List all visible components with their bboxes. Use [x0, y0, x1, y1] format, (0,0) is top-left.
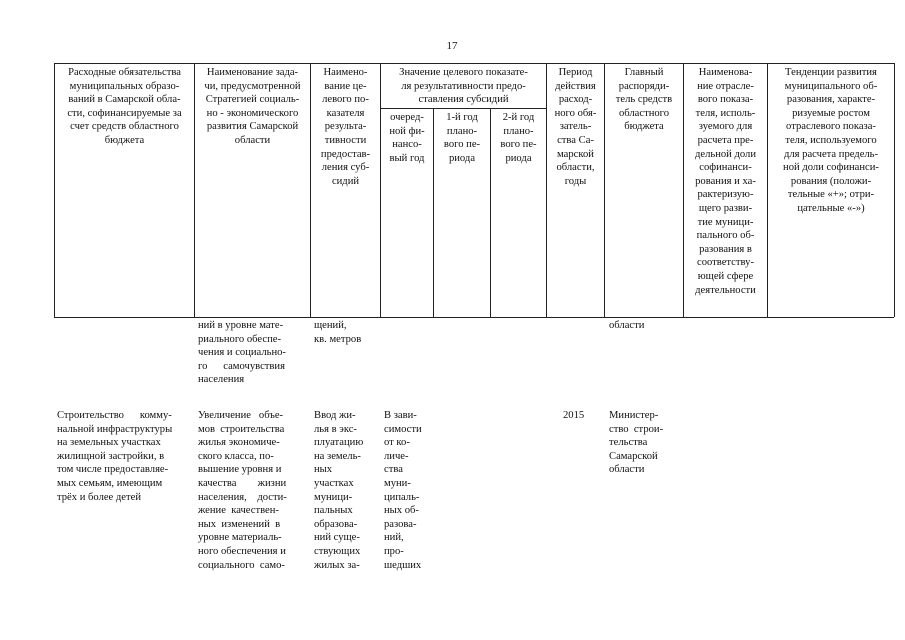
row-target-indicator: Ввод жи- лья в экс- плуатацию на земель- ных участках муници- пальных образова- ний суще- ствующих жилых за- — [314, 410, 364, 571]
continuation-indicator-text: щений, кв. метров — [314, 320, 362, 345]
row-expenditure-obligation: Строительство комму- нальной инфраструктуры на земельных участках жилищной застройки, в том числе предоставляе- мых семьям, имеющим трёх и более детей — [57, 410, 173, 503]
header-budget-manager: Главный распоряди- тель средств областного бюджета — [615, 67, 673, 133]
continuation-manager-text: области — [609, 320, 645, 331]
row-period: 2015 — [563, 410, 585, 421]
header-obligation-period: Период действия расход- ного обя- затель- ства Са- марской области, годы — [554, 67, 597, 187]
header-sector-indicator: Наименова- ние отрасле- вого показа- теля, исполь- зуемого для расчета пре- дельной доли софинанси- рования и ха- рактеризую- щего разви- тие муници- пального об- разования в соответству- ющей сфере деятельности — [695, 67, 756, 296]
header-top-border — [54, 63, 894, 64]
row-task-name: Увеличение объе- мов строительства жилья экономиче- ского класса, по- вышение уровня и качества жизни населения, дости- жение качествен- ных изменений в уровне материаль- ного обеспечения и социального само- — [198, 410, 287, 571]
header-development-trends: Тенденции развития муниципального об- разования, характе- ризуемые ростом отраслевого показа- теля, используемого для расчета предель- ной доли софинанси- рования (положи- тельные «+»; отри- цательные «-») — [783, 67, 879, 214]
header-next-fiscal-year: очеред- ной фи- нансо- вый год — [389, 112, 425, 164]
continuation-task-text: ний в уровне мате- риального обеспе- чения и социально- го самочувствия населения — [198, 320, 286, 386]
header-task-name: Наименование зада- чи, предусмотренной Стратегией социаль- но - экономического развития Самарской области — [204, 67, 301, 146]
row-budget-manager: Министер- ство строи- тельства Самарской области — [609, 410, 664, 476]
row-target-value: В зави- симости от ко- личе- ства муни- ципаль- ных об- разова- ний, про- шедших — [384, 410, 422, 571]
header-target-indicator: Наимено- вание це- левого по- казателя результа- тивности предостав- ления суб- сидий — [320, 67, 371, 187]
header-bottom-border — [54, 317, 894, 318]
header-plan-year-1: 1-й год плано- вого пе- риода — [443, 112, 481, 164]
header-plan-year-2: 2-й год плано- вого пе- риода — [500, 112, 537, 164]
header-target-value-group: Значение целевого показате- ля результативности предо- ставления субсидий — [399, 67, 528, 106]
border-right — [894, 63, 895, 317]
group-divider — [380, 108, 546, 109]
header-expenditure-obligations: Расходные обязательства муниципальных образо- ваний в Самарской обла- сти, софинансируемые за счет средств областного бюджета — [67, 67, 182, 146]
page-number: 17 — [446, 40, 458, 52]
